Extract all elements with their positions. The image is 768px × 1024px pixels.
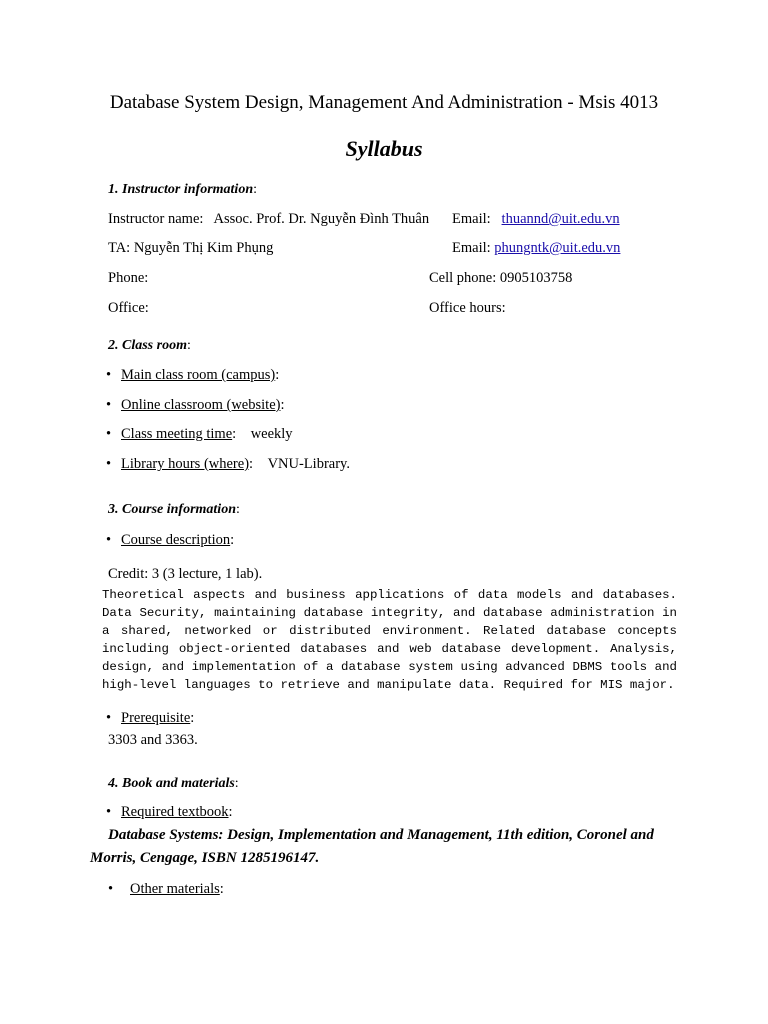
bullet-icon: • <box>108 881 114 897</box>
classroom-item-label: Online classroom (website) <box>121 397 281 413</box>
document-title: Database System Design, Management And Administration - Msis 4013 <box>109 92 659 113</box>
list-item: • Online classroom (website): <box>106 397 285 413</box>
bullet-icon: • <box>106 397 112 413</box>
course-description-label: Course description <box>121 532 231 548</box>
bullet-icon: • <box>106 456 112 472</box>
ta-value: Nguyễn Thị Kim Phụng <box>133 240 274 256</box>
ta-email-label: Email: <box>452 240 491 256</box>
credit-line: Credit: 3 (3 lecture, 1 lab). <box>108 566 263 582</box>
section-instructor-heading: 1. Instructor information: <box>108 182 257 197</box>
cell-phone-row <box>429 270 572 287</box>
list-item: • Required textbook: <box>106 804 233 820</box>
ta-email-link[interactable]: phungntk@uit.edu.vn <box>494 240 621 256</box>
bullet-icon: • <box>106 367 112 383</box>
classroom-item-label: Class meeting time <box>121 426 233 442</box>
required-textbook-label: Required textbook <box>121 804 229 820</box>
list-item: • Other materials: <box>108 881 224 897</box>
bullet-icon: • <box>106 426 112 442</box>
office-label: Office: <box>108 300 149 316</box>
cell-phone-value: 0905103758 <box>499 270 573 286</box>
phone-label: Phone: <box>108 270 149 286</box>
bullet-icon: • <box>106 710 112 726</box>
prerequisite-value: 3303 and 3363. <box>108 732 198 748</box>
instructor-email-label: Email: <box>452 211 491 227</box>
list-item: • Library hours (where): VNU-Library. <box>106 456 350 472</box>
bullet-icon: • <box>106 804 112 820</box>
instructor-email-link[interactable]: thuannd@uit.edu.vn <box>501 211 620 227</box>
syllabus-heading: Syllabus <box>345 136 423 161</box>
list-item: • Course description: <box>106 532 235 548</box>
classroom-item-value: VNU-Library. <box>267 456 350 472</box>
instructor-name-label: Instructor name: <box>108 211 204 227</box>
list-item: • Class meeting time: weekly <box>106 426 293 442</box>
instructor-name-row <box>108 211 429 228</box>
section-books-heading: 4. Book and materials: <box>108 776 239 791</box>
ta-email-row <box>452 240 620 257</box>
classroom-item-label: Library hours (where) <box>121 456 250 472</box>
section-course-heading: 3. Course information: <box>108 502 240 517</box>
ta-row <box>108 240 273 257</box>
bullet-icon: • <box>106 532 112 548</box>
ta-label: TA: <box>108 240 131 256</box>
instructor-email-row <box>452 211 620 228</box>
instructor-name-value: Assoc. Prof. Dr. Nguyễn Đình Thuân <box>213 211 430 227</box>
list-item: • Main class room (campus): <box>106 367 280 383</box>
office-hours-label: Office hours: <box>429 300 506 316</box>
classroom-item-value: weekly <box>250 426 293 442</box>
list-item: • Prerequisite: <box>106 710 195 726</box>
section-classroom-heading: 2. Class room: <box>108 338 191 353</box>
cell-phone-label: Cell phone: <box>429 270 497 286</box>
textbook-citation: Database Systems: Design, Implementation and Management, 11th edition, Coronel and Morris, Cengage, ISBN 1285196147. <box>90 827 654 866</box>
other-materials-label: Other materials <box>130 881 220 897</box>
prerequisite-label: Prerequisite <box>121 710 191 726</box>
course-description-text: Theoretical aspects and business applications of data models and databases. Data Security, maintaining database integrity, and database administration in a shared, networked or distributed environment. Related database concepts including object-oriented databases and web database development. Analysis, design, and implementation of a database system using advanced DBMS tools and high-level languages to retrieve and manipulate data. Required for MIS major. <box>102 588 677 692</box>
classroom-item-label: Main class room (campus) <box>121 367 276 383</box>
